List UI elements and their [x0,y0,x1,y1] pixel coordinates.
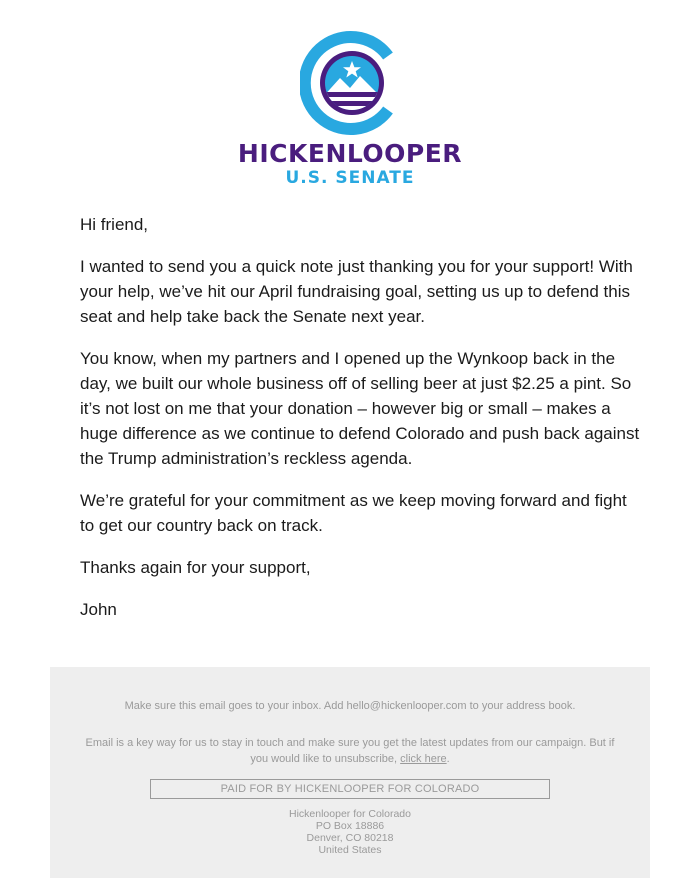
paragraph-wynkoop: You know, when my partners and I opened up the Wynkoop back in the day, we built our whole business off of selling beer at just $2.25 a pint. So it’s not lost on me that your donation – however big or small – makes a huge difference as we continue to defend Colorado and push back against the Trump administration’s reckless agenda. [80,349,640,468]
paragraph-thanks: I wanted to send you a quick note just thanking you for your support! With your help, we’ve hit our April fundraising goal, setting us up to defend this seat and help take back the Senate next year. [80,257,633,326]
address-line: United States [318,844,382,856]
unsubscribe-text: Email is a key way for us to stay in touch and make sure you get the latest updates from our campaign. But if you would like to unsubscribe, [85,737,615,765]
address-line: Denver, CO 80218 [306,832,394,844]
paid-for-disclaimer: PAID FOR BY HICKENLOOPER FOR COLORADO [150,779,550,799]
logo-subtitle: U.S. SENATE [285,168,415,188]
address-line: Hickenlooper for Colorado [289,808,411,820]
unsubscribe-link[interactable]: click here [400,753,447,765]
email-header [0,28,700,188]
unsubscribe-note [80,735,620,767]
paragraph-grateful: We’re grateful for your commitment as we keep moving forward and fight to get our country back on track. [80,491,627,535]
email-body [80,212,640,639]
hickenlooper-logo-icon [300,28,400,138]
logo-wordmark: HICKENLOOPER [237,139,463,168]
closing: Thanks again for your support, [80,558,311,577]
address-line: PO Box 18886 [315,820,385,832]
email-footer [50,667,650,878]
mailing-address [50,808,650,856]
greeting: Hi friend, [80,215,149,234]
signature: John [80,600,117,619]
unsubscribe-end: . [446,753,450,765]
inbox-note: Make sure this email goes to your inbox. Add hello@hickenlooper.com to your address book. [124,700,576,712]
